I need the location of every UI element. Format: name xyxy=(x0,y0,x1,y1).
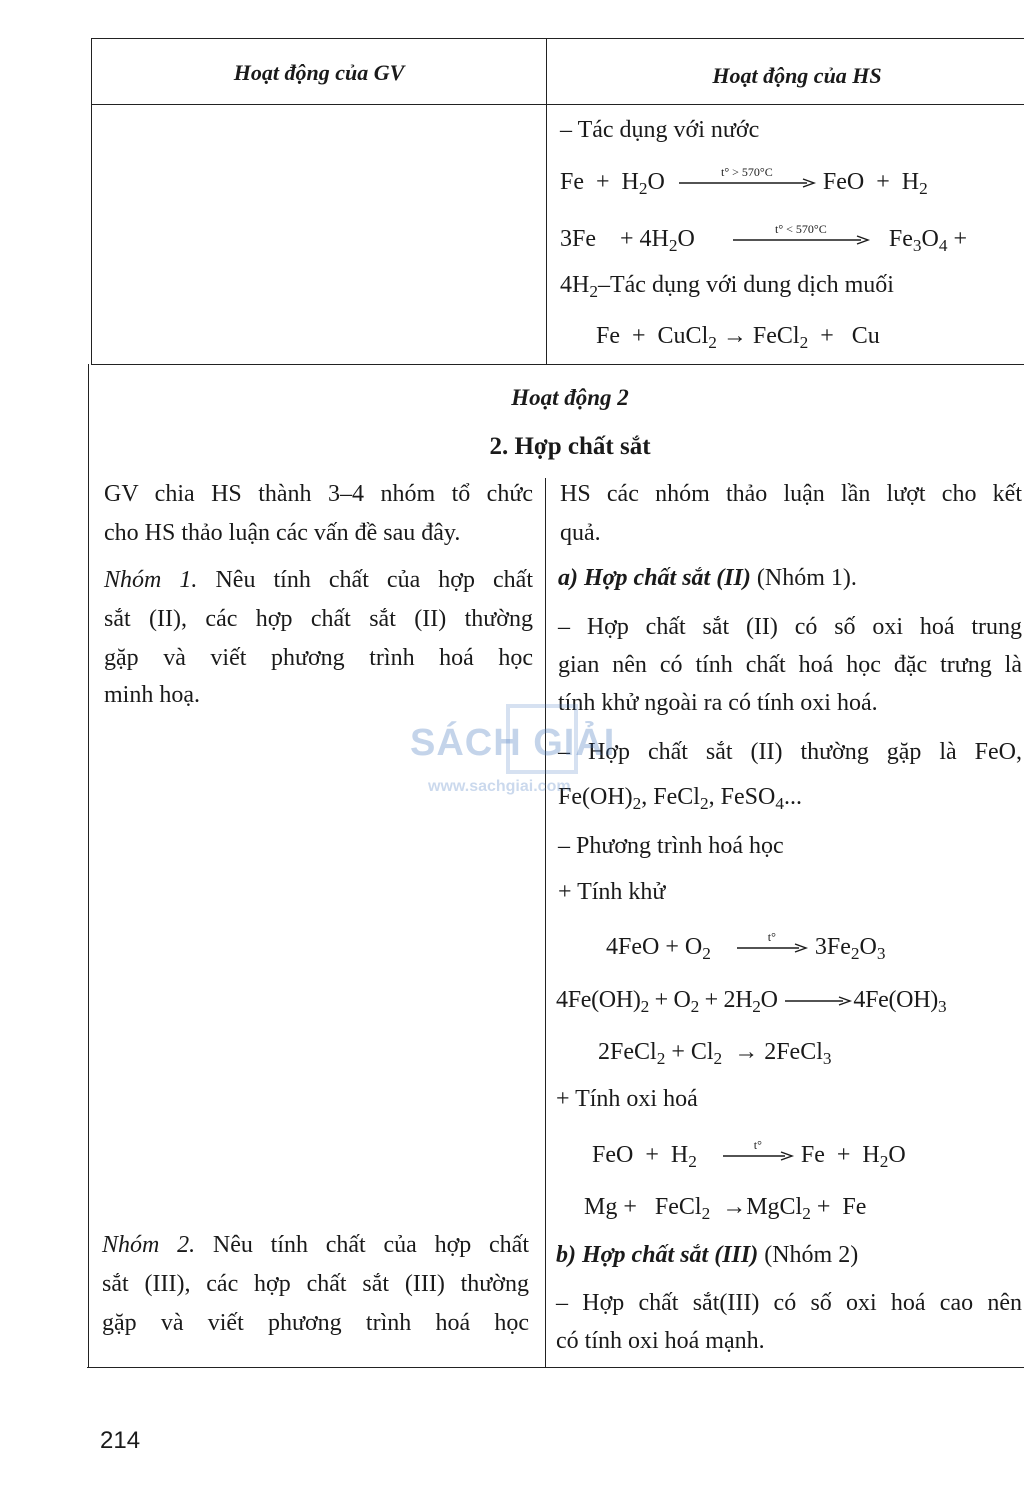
header-hs: Hoạt động của HS xyxy=(712,63,882,88)
reaction-condition: t° xyxy=(767,930,776,945)
group2-task-line-3: gặp và viết phương trình hoá học xyxy=(102,1310,529,1336)
reaction-condition: t° > 570°C xyxy=(721,165,773,180)
gv-intro-line-2: cho HS thảo luận các vấn đề sau đây. xyxy=(104,520,461,546)
iron-ii-desc-line-3: tính khử ngoài ra có tính oxi hoá. xyxy=(558,690,878,716)
table-bottom-border xyxy=(87,1367,1024,1368)
equation-feoh2-o2: $4Fe(OH)_2 + O_2 + 2H_2O$ $4Fe(OH)_3$ xyxy=(556,987,947,1016)
reaction-arrow xyxy=(783,995,853,1007)
reducing-property-label: + Tính khử xyxy=(558,879,666,905)
reaction-arrow xyxy=(677,165,817,189)
header-bottom-border xyxy=(91,104,1024,105)
watermark xyxy=(410,700,630,810)
table-top-border xyxy=(91,38,1024,39)
reaction-arrow xyxy=(735,930,809,954)
equation-fecl2-cl2: 2FeCl$_2$ + $Cl_2$ → 2FeCl$_3$ xyxy=(598,1039,832,1068)
iron-ii-heading: a) Hợp chất sắt (II) (Nhóm 1). xyxy=(558,565,857,591)
gv-intro-line-1: GV chia HS thành 3–4 nhóm tổ chức xyxy=(104,481,533,507)
group2-task-line-1: Nhóm 2. Nêu tính chất của hợp chất xyxy=(102,1232,530,1258)
equation-fe-water-low-temp: 3Fe + $4H_2O$ t° < 570°C $Fe_3O_4$ + xyxy=(560,222,968,255)
hs-intro-line-1: HS các nhóm thảo luận lần lượt cho kết xyxy=(560,481,1022,507)
header-gv: Hoạt động của GV xyxy=(233,60,405,85)
iron-iii-title: b) Hợp chất sắt (III) xyxy=(556,1242,759,1268)
iron-ii-desc-line-2: gian nên có tính chất hoá học đặc trưng là xyxy=(558,652,1022,678)
iron-ii-compounds-line-2: $Fe(OH)_2$, FeCl$_2$, FeSO$_4$... xyxy=(558,784,802,813)
equation-fe-water-high-temp: $Fe + H_2O$ t° > 570°C FeO + $H_2$ xyxy=(560,165,928,198)
reaction-with-salt-line: $4H_2$–Tác dụng với dung dịch muối xyxy=(560,272,894,301)
reaction-arrow xyxy=(731,222,871,246)
column-divider-bottom xyxy=(545,478,546,1368)
equation-feo-o2: $4FeO + O_2$ t° $3Fe_2O_3$ xyxy=(606,930,886,963)
hs-intro-line-2: quả. xyxy=(560,520,601,546)
reaction-with-water: – Tác dụng với nước xyxy=(560,117,760,143)
iron-iii-heading: b) Hợp chất sắt (III) (Nhóm 2) xyxy=(556,1242,859,1268)
oxidizing-property-label: + Tính oxi hoá xyxy=(556,1086,698,1112)
group2-label: Nhóm 2. xyxy=(102,1232,196,1258)
section-subtitle: 2. Hợp chất sắt xyxy=(489,433,651,460)
table-left-border-bottom xyxy=(88,364,89,1368)
iron-ii-compounds-line-1: – Hợp chất sắt (II) thường gặp là FeO, xyxy=(558,739,1022,765)
reaction-arrow xyxy=(721,1138,795,1162)
reaction-condition: t° xyxy=(753,1138,762,1153)
iron-iii-desc-line-2: có tính oxi hoá mạnh. xyxy=(556,1328,765,1354)
group1-task-line-3: gặp và viết phương trình hoá học xyxy=(104,645,533,671)
iron-ii-desc-line-1: – Hợp chất sắt (II) có số oxi hoá trung xyxy=(558,614,1022,640)
chemical-equations-label: – Phương trình hoá học xyxy=(558,833,784,859)
equation-feo-h2: FeO + $H_2$ t° $Fe + H_2O$ xyxy=(592,1138,906,1171)
group1-task-line-1: Nhóm 1. Nêu tính chất của hợp chất xyxy=(104,567,534,593)
group2-task-line-2: sắt (III), các hợp chất sắt (III) thường xyxy=(102,1271,529,1297)
group1-task-line-2: sắt (II), các hợp chất sắt (II) thường xyxy=(104,606,533,632)
column-divider-top xyxy=(546,38,547,365)
group1-task-line-4: minh hoạ. xyxy=(104,682,200,708)
reaction-condition: t° < 570°C xyxy=(775,222,827,237)
equation-mg-fecl2: Mg + FeCl$_2$ →MgCl$_2$ + Fe xyxy=(584,1194,867,1223)
group1-label: Nhóm 1. xyxy=(104,567,198,593)
iron-iii-desc-line-1: – Hợp chất sắt(III) có số oxi hoá cao nên xyxy=(556,1290,1022,1316)
activity-title: Hoạt động 2 xyxy=(511,385,629,410)
watermark-url: www.sachgiai.com xyxy=(428,778,571,795)
page-number: 214 xyxy=(100,1427,141,1454)
iron-ii-title: a) Hợp chất sắt (II) xyxy=(558,565,751,591)
section1-bottom-border xyxy=(91,364,1024,365)
equation-fe-cucl2: Fe + CuCl$_2$ → FeCl$_2$ + Cu xyxy=(596,323,880,352)
watermark-logo: SÁCH GIẢI xyxy=(410,722,616,764)
